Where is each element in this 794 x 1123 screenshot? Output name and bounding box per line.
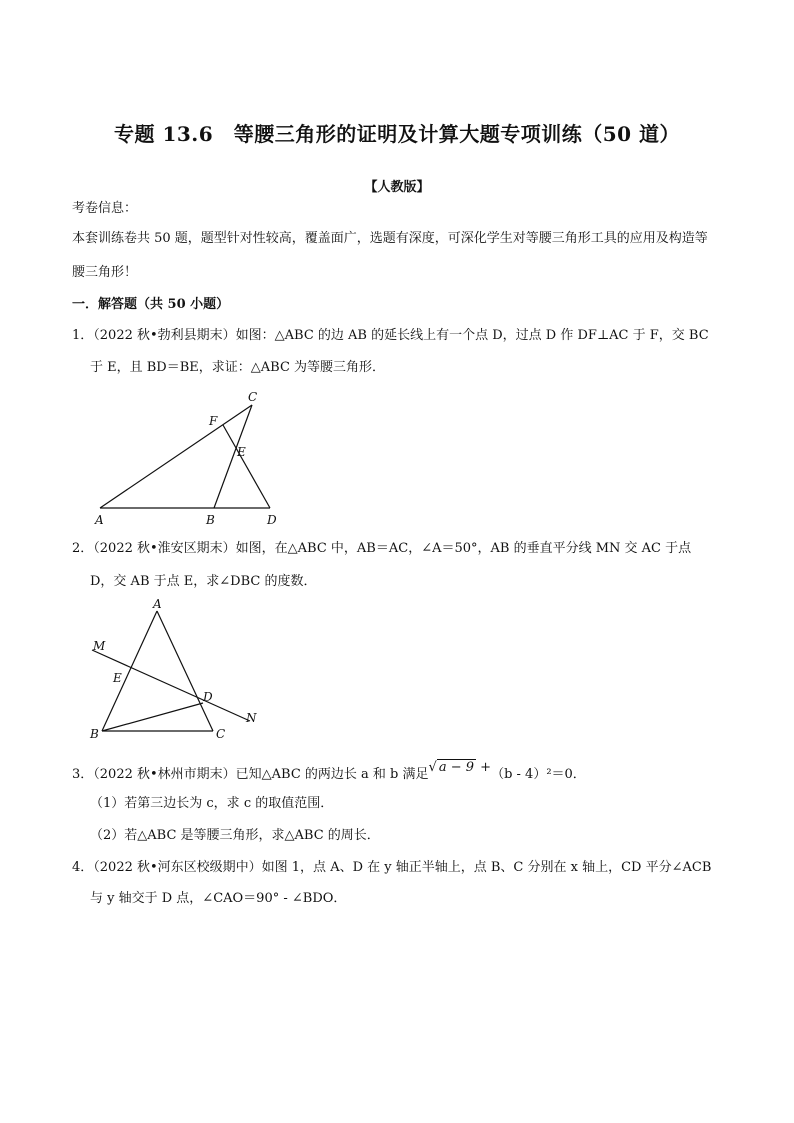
q1-label-d: D — [267, 513, 277, 527]
q1-label-c: C — [248, 390, 258, 404]
question-4-line-1: 4．（2022 秋•河东区校级期中）如图 1，点 A、D 在 y 轴正半轴上，点 B、C 分别在 x 轴上，CD 平分∠ACB — [72, 860, 712, 875]
page-title: 专题 13.6 等腰三角形的证明及计算大题专项训练（50 道） — [114, 122, 680, 146]
question-4-line-2: 与 y 轴交于 D 点，∠CAO＝90° - ∠BDO． — [90, 891, 347, 906]
q2-label-c: C — [216, 727, 226, 741]
line-mn — [92, 650, 250, 721]
plus-sign: + — [480, 760, 492, 775]
question-3-stem — [72, 760, 586, 784]
segment-bd — [102, 703, 203, 731]
section-heading: 一．解答题（共 50 小题） — [72, 297, 230, 312]
question-2-line-2: D，交 AB 于点 E，求∠DBC 的度数． — [90, 574, 317, 589]
intro-line-1: 本套训练卷共 50 题，题型针对性较高，覆盖面广，选题有深度，可深化学生对等腰三角形工具的应用及构造等 — [72, 231, 708, 246]
q2-label-b: B — [90, 727, 99, 741]
question-3-part-2: （2）若△ABC 是等腰三角形，求△ABC 的周长． — [90, 828, 380, 843]
question-1-line-2: 于 E，且 BD＝BE，求证：△ABC 为等腰三角形． — [90, 360, 386, 375]
q1-label-e: E — [237, 445, 246, 459]
q2-label-n: N — [246, 711, 257, 725]
sqrt-icon: √ — [428, 760, 437, 775]
sqrt-radicand: a − 9 — [438, 760, 475, 775]
question-1-line-1: 1．（2022 秋•勃利县期末）如图：△ABC 的边 AB 的延长线上有一个点 D，过点 D 作 DF⊥AC 于 F，交 BC — [72, 328, 709, 343]
q1-label-b: B — [206, 513, 215, 527]
sqrt-expression — [429, 759, 492, 777]
q2-label-d: D — [203, 690, 213, 704]
q2-label-a: A — [153, 597, 162, 611]
segment-ab — [102, 611, 157, 731]
q1-label-a: A — [95, 513, 104, 527]
question-3-part-1: （1）若第三边长为 c，求 c 的取值范围． — [90, 796, 334, 811]
edition-label: 【人教版】 — [364, 180, 430, 195]
intro-line-2: 腰三角形！ — [72, 265, 138, 280]
question-3-stem-after: （b - 4）²＝0． — [491, 767, 586, 782]
q1-label-f: F — [209, 414, 218, 428]
q2-label-e: E — [113, 671, 122, 685]
question-3-stem-before: 3．（2022 秋•林州市期末）已知△ABC 的两边长 a 和 b 满足 — [72, 767, 429, 782]
question-2-line-1: 2．（2022 秋•淮安区期末）如图，在△ABC 中，AB＝AC，∠A＝50°，AB 的垂直平分线 MN 交 AC 于点 — [72, 541, 692, 556]
intro-label: 考卷信息： — [72, 201, 138, 216]
q2-label-m: M — [93, 639, 106, 653]
